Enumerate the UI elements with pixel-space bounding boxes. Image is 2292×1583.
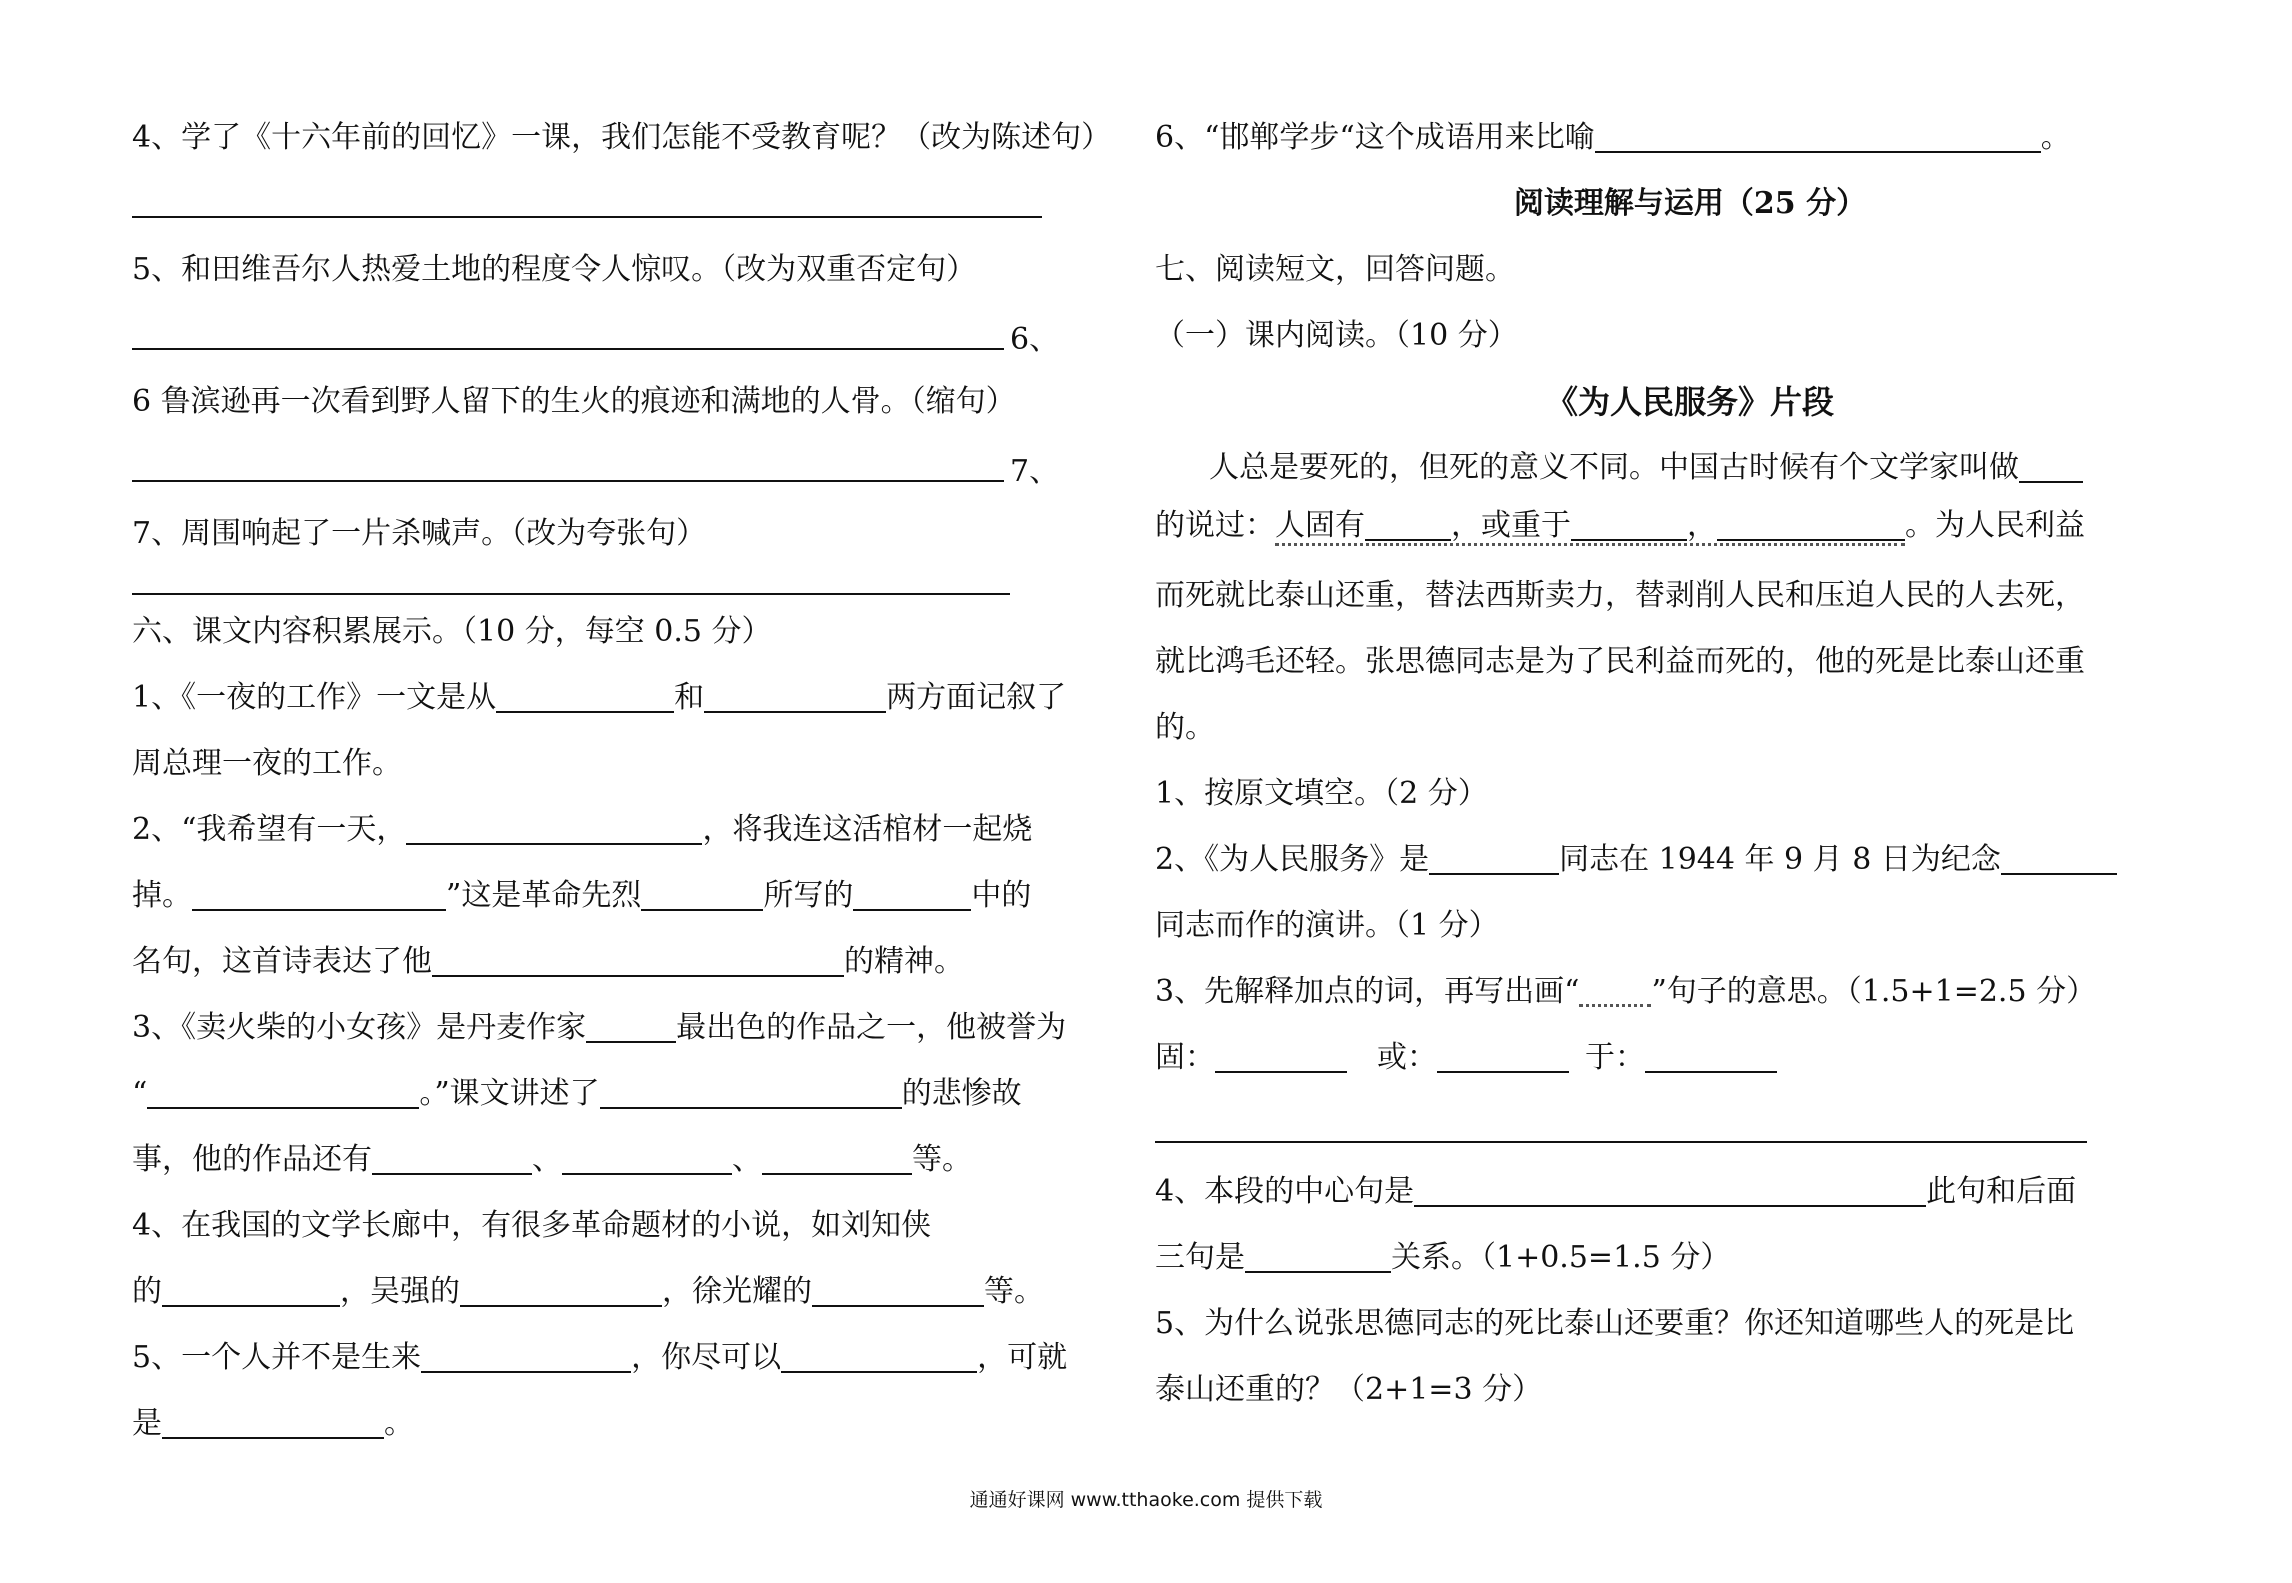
blank[interactable] <box>853 879 971 911</box>
blank[interactable] <box>192 879 446 911</box>
blank[interactable] <box>460 1275 662 1307</box>
reading-question-4-line-2: 三句是 关系。（1+0.5=1.5 分） <box>1155 1240 1731 1275</box>
passage-title: 《为人民服务》片段 <box>1545 383 1834 421</box>
answer-line-q7[interactable] <box>132 593 1010 595</box>
item-4-line-2: 的 ，吴强的 ，徐光耀的 等。 <box>132 1274 1044 1309</box>
blank[interactable] <box>406 813 702 845</box>
reading-question-3-line-1: 3、先解释加点的词，再写出画“ ”句子的意思。（1.5+1=2.5 分） <box>1155 974 2097 1009</box>
blank[interactable] <box>1717 509 1905 541</box>
answer-line-q6[interactable] <box>132 480 1004 482</box>
answer-line-q5[interactable] <box>132 348 1004 350</box>
question-5-prompt: 5、和田维吾尔人热爱土地的程度令人惊叹。（改为双重否定句） <box>132 252 977 287</box>
blank[interactable] <box>162 1407 384 1439</box>
blank[interactable] <box>432 945 844 977</box>
blank[interactable] <box>162 1275 340 1307</box>
answer-line-q4[interactable] <box>132 216 1042 218</box>
blank[interactable] <box>1245 1241 1391 1273</box>
reading-question-5-line-2: 泰山还重的？（2+1=3 分） <box>1155 1372 1543 1407</box>
reading-question-3-line-2: 固： 或： 于： <box>1155 1038 1777 1078</box>
item-3-line-1: 3、《卖火柴的小女孩》是丹麦作家 最出色的作品之一，他被誉为 <box>132 1010 1067 1045</box>
item-2-line-2: 掉。 ”这是革命先烈 所写的 中的 <box>132 878 1032 913</box>
item-1-line-1: 1、《一夜的工作》一文是从 和 两方面记叙了 <box>132 680 1067 715</box>
item-1-line-2: 周总理一夜的工作。 <box>132 746 402 781</box>
passage-line-4: 就比鸿毛还轻。张思德同志是为了民利益而死的，他的死是比泰山还重 <box>1155 644 2085 679</box>
blank[interactable] <box>812 1275 984 1307</box>
passage-line-5: 的。 <box>1155 710 1215 745</box>
reading-question-2-line-2: 同志而作的演讲。（1 分） <box>1155 908 1499 943</box>
section-7-title: 七、阅读短文，回答问题。 <box>1155 252 1515 287</box>
item-3-line-2: “ 。”课文讲述了 的悲惨故 <box>132 1076 1022 1111</box>
blank[interactable] <box>1215 1041 1347 1073</box>
blank[interactable] <box>372 1143 532 1175</box>
question-6-idiom: 6、“邯郸学步“这个成语用来比喻 。 <box>1155 120 2071 155</box>
blank[interactable] <box>586 1011 676 1043</box>
blank[interactable] <box>1595 121 2041 153</box>
question-6-prompt: 6 鲁滨逊再一次看到野人留下的生火的痕迹和满地的人骨。（缩句） <box>132 384 1016 419</box>
item-2-line-1: 2、“我希望有一天， ，将我连这活棺材一起烧 <box>132 812 1033 847</box>
item-2-line-3: 名句，这首诗表达了他 的精神。 <box>132 944 964 979</box>
blank[interactable] <box>2001 843 2117 875</box>
item-5-line-1: 5、一个人并不是生来 ，你尽可以 ，可就 <box>132 1340 1068 1375</box>
blank[interactable] <box>1365 509 1451 541</box>
reading-section-heading: 阅读理解与运用（25 分） <box>1513 186 1867 221</box>
passage-line-1: 人总是要死的，但死的意义不同。中国古时候有个文学家叫做 <box>1209 448 2083 488</box>
passage-line-2: 的说过：人固有 ，或重于 ， 。为人民利益 <box>1155 506 2085 546</box>
q6-tail-number: 7、 <box>1010 454 1060 489</box>
q5-tail-number: 6、 <box>1010 322 1060 357</box>
answer-line-r3[interactable] <box>1155 1141 2087 1143</box>
blank[interactable] <box>641 879 763 911</box>
question-7-prompt: 7、周围响起了一片杀喊声。（改为夸张句） <box>132 516 707 551</box>
underlined-sentence: 人固有 ，或重于 ， <box>1275 508 1905 546</box>
blank[interactable] <box>1414 1175 1926 1207</box>
blank[interactable] <box>562 1143 732 1175</box>
question-4-prompt: 4、学了《十六年前的回忆》一课，我们怎能不受教育呢？（改为陈述句） <box>132 120 1112 155</box>
item-5-line-2: 是 。 <box>132 1406 414 1441</box>
reading-question-5-line-1: 5、为什么说张思德同志的死比泰山还要重？你还知道哪些人的死是比 <box>1155 1306 2075 1341</box>
reading-question-1: 1、按原文填空。（2 分） <box>1155 776 1488 811</box>
item-3-line-3: 事，他的作品还有 、 、 等。 <box>132 1142 972 1177</box>
blank[interactable] <box>762 1143 912 1175</box>
subsection-1-title: （一）课内阅读。（10 分） <box>1155 318 1518 353</box>
blank[interactable] <box>2019 451 2083 483</box>
blank[interactable] <box>1645 1041 1777 1073</box>
passage-line-3: 而死就比泰山还重，替法西斯卖力，替剥削人民和压迫人民的人去死， <box>1155 578 2085 613</box>
blank[interactable] <box>1429 843 1559 875</box>
reading-question-4-line-1: 4、本段的中心句是 此句和后面 <box>1155 1174 2077 1209</box>
reading-question-2-line-1: 2、《为人民服务》是 同志在 1944 年 9 月 8 日为纪念 <box>1155 840 2117 880</box>
blank[interactable] <box>147 1077 419 1109</box>
footer-source: 通通好课网 www.tthaoke.com 提供下载 <box>969 1489 1323 1511</box>
blank[interactable] <box>600 1077 902 1109</box>
blank[interactable] <box>421 1341 631 1373</box>
blank[interactable] <box>704 681 886 713</box>
blank[interactable] <box>496 681 674 713</box>
section-6-title: 六、课文内容积累展示。（10 分，每空 0.5 分） <box>132 614 772 649</box>
blank[interactable] <box>1579 974 1651 1007</box>
item-4-line-1: 4、在我国的文学长廊中，有很多革命题材的小说，如刘知侠 <box>132 1208 932 1243</box>
blank[interactable] <box>1571 509 1687 541</box>
blank[interactable] <box>1437 1041 1569 1073</box>
blank[interactable] <box>781 1341 977 1373</box>
